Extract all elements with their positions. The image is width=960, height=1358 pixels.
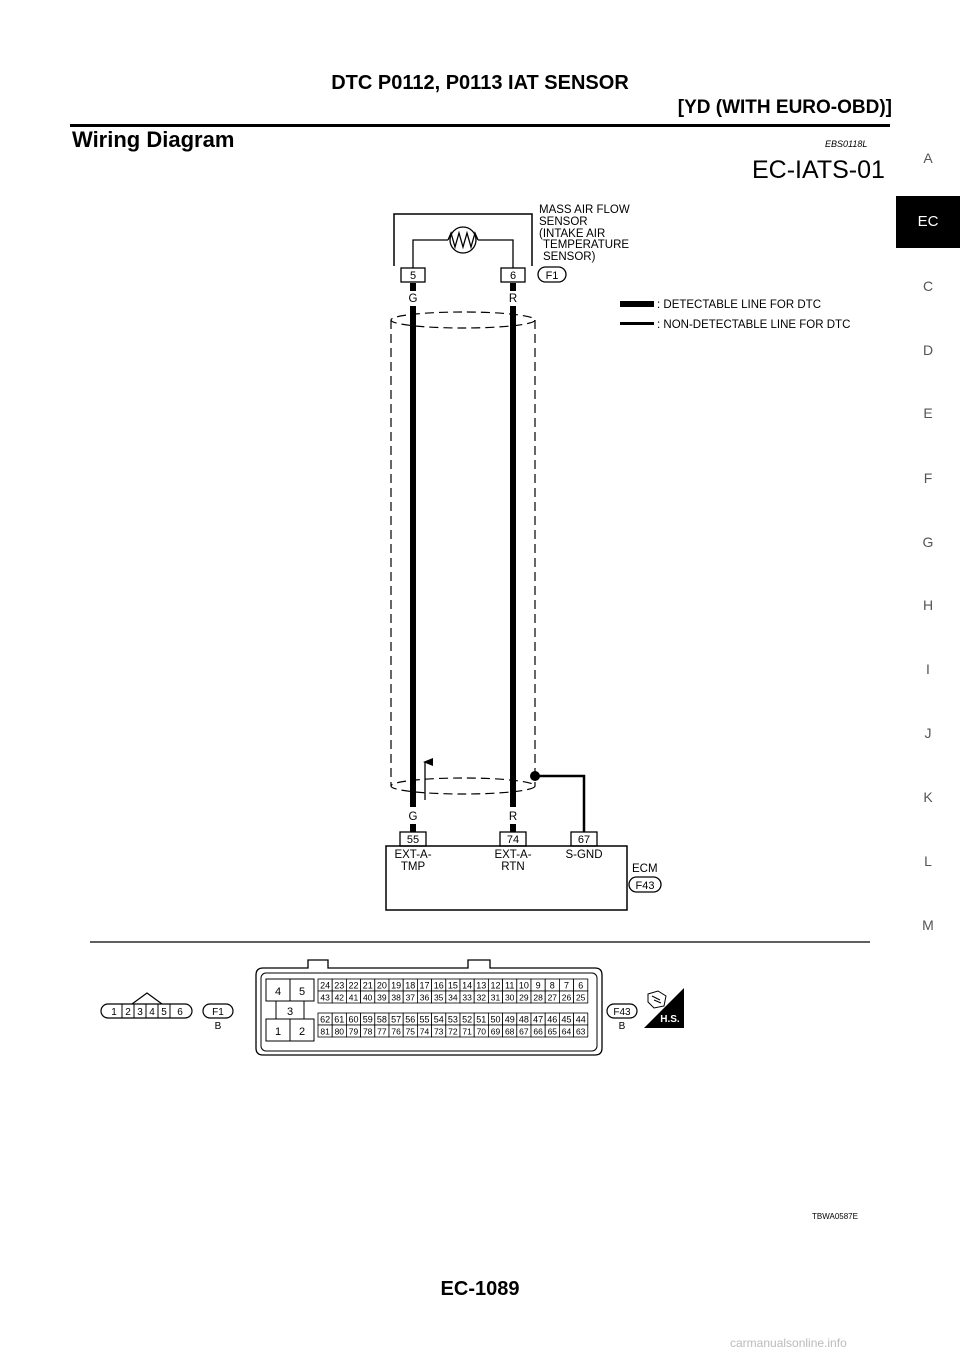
f43-pin-number: 57 — [391, 1014, 402, 1025]
f43-pin-number: 17 — [419, 980, 430, 991]
f43-pin-number: 31 — [490, 992, 501, 1003]
f1-pin-3: 3 — [137, 1007, 143, 1018]
wire-color-top-left: G — [408, 293, 418, 305]
wire-color-bottom-left: G — [408, 811, 418, 823]
f43-pin-number: 22 — [348, 980, 359, 991]
section-title: Wiring Diagram — [72, 127, 235, 152]
f43-pin-number: 56 — [405, 1014, 416, 1025]
f43-pin-number: 75 — [405, 1026, 416, 1037]
side-tab-c[interactable]: C — [922, 278, 934, 294]
legend — [620, 299, 850, 331]
f1-pin-4: 4 — [149, 1007, 155, 1018]
f43-pin-number: 62 — [320, 1014, 331, 1025]
f43-pin-number: 48 — [518, 1014, 529, 1025]
f43-pin-number: 12 — [490, 980, 501, 991]
ecm-pin-55-label-2: TMP — [400, 861, 426, 873]
f1-pin-1: 1 — [111, 1007, 117, 1018]
f43-pin-number: 59 — [362, 1014, 373, 1025]
connector-f43-face — [256, 960, 684, 1055]
ecm-pin-74: 74 — [506, 834, 520, 846]
ecm-pin-74-label-2: RTN — [501, 861, 525, 873]
page-number: EC-1089 — [440, 1278, 520, 1300]
ecm-terminals — [400, 824, 597, 846]
f43-pin-number: 40 — [362, 992, 373, 1003]
f43-pin-number: 70 — [476, 1026, 487, 1037]
ecm-pin-74-label-1: EXT-A- — [494, 849, 532, 861]
sensor-lead-left — [413, 240, 448, 268]
legend-thin-line — [620, 322, 654, 325]
f43-pin-number: 52 — [462, 1014, 473, 1025]
f43-pin-number: 47 — [533, 1014, 544, 1025]
sensor-lead-right — [478, 240, 513, 268]
f43-pin-number: 42 — [334, 992, 345, 1003]
f43-pin-number: 73 — [433, 1026, 444, 1037]
f43-pin-number: 28 — [533, 992, 543, 1003]
f43-pin-number: 64 — [561, 1026, 572, 1037]
f43-pin-number: 78 — [362, 1026, 373, 1037]
f43-small-pin-2: 2 — [298, 1026, 306, 1038]
f43-pin-number: 66 — [533, 1026, 543, 1037]
f43-pin-number: 61 — [334, 1014, 345, 1025]
sensor-label-line-1: MASS AIR FLOW — [539, 204, 630, 216]
f43-pin-number: 81 — [320, 1026, 330, 1037]
f43-pin-number: 30 — [504, 992, 515, 1003]
hs-symbol — [644, 988, 684, 1028]
side-tab-m[interactable]: M — [922, 917, 934, 933]
f43-pin-number: 20 — [376, 980, 387, 991]
f43-pin-number: 44 — [575, 1014, 586, 1025]
sensor-label-line-3: (INTAKE AIR — [539, 228, 606, 240]
f43-color: B — [618, 1021, 626, 1032]
f43-pin-number: 49 — [504, 1014, 515, 1025]
f43-pin-number: 34 — [448, 992, 458, 1003]
ecm-pin-55-label-1: EXT-A- — [394, 849, 432, 861]
side-tab-e[interactable]: E — [923, 405, 933, 421]
shield-line — [391, 312, 584, 832]
f43-pin-number: 6 — [578, 980, 584, 991]
f43-pin-number: 45 — [561, 1014, 572, 1025]
sensor-label-line-5: SENSOR) — [543, 251, 596, 263]
watermark: carmanualsonline.info — [730, 1336, 847, 1350]
f43-pin-number: 14 — [462, 980, 473, 991]
f43-pin-number: 79 — [348, 1026, 359, 1037]
f43-pin-number: 32 — [476, 992, 487, 1003]
f43-pin-number: 18 — [405, 980, 416, 991]
side-tab-f[interactable]: F — [923, 470, 933, 486]
f43-pin-number: 16 — [433, 980, 444, 991]
f1-pin-5: 5 — [161, 1007, 167, 1018]
sensor-pin-5: 5 — [409, 270, 417, 282]
side-tab-ec[interactable]: EC — [896, 196, 960, 248]
f43-pin-number: 58 — [376, 1014, 387, 1025]
ecm-label: ECM — [632, 863, 658, 875]
f1-color: B — [214, 1021, 222, 1032]
f43-pin-number: 63 — [575, 1026, 586, 1037]
sensor-connector-id: F1 — [545, 270, 559, 282]
f43-pin-number: 55 — [419, 1014, 430, 1025]
side-tab-g[interactable]: G — [922, 534, 934, 550]
shield-ground-wire — [535, 776, 584, 832]
f43-pin-number: 50 — [490, 1014, 501, 1025]
f43-pin-number: 72 — [448, 1026, 458, 1037]
f43-pin-number: 9 — [535, 980, 541, 991]
f43-pin-number: 67 — [519, 1026, 529, 1037]
pin-5-terminal — [410, 283, 416, 291]
ecm-pin-67-label: S-GND — [565, 849, 603, 861]
f43-pin-number: 43 — [320, 992, 330, 1003]
wire-color-top-right: R — [508, 293, 518, 305]
f43-pin-number: 25 — [575, 992, 586, 1003]
f43-pin-number: 13 — [476, 980, 487, 991]
ecm-connector-id: F43 — [635, 880, 655, 892]
legend-detectable: : DETECTABLE LINE FOR DTC — [657, 299, 822, 311]
f43-pin-number: 80 — [334, 1026, 345, 1037]
f43-pin-number: 46 — [547, 1014, 558, 1025]
f43-pin-number: 19 — [391, 980, 402, 991]
section-ref-code: EBS0118L — [825, 139, 868, 149]
ecm-pin-55-terminal — [410, 824, 416, 832]
figure-code: TBWA0587E — [812, 1212, 858, 1221]
wire-color-bottom-right: R — [508, 811, 518, 823]
f1-id: F1 — [212, 1007, 224, 1018]
f43-pin-number: 51 — [476, 1014, 487, 1025]
f1-pin-2: 2 — [125, 1007, 131, 1018]
f43-small-pin-3: 3 — [286, 1006, 294, 1018]
page-header-subtitle: [YD (WITH EURO-OBD)] — [677, 97, 892, 118]
f43-pin-number: 27 — [547, 992, 558, 1003]
legend-non-detectable: : NON-DETECTABLE LINE FOR DTC — [657, 319, 851, 331]
f43-pin-number: 65 — [547, 1026, 558, 1037]
sensor-connector — [401, 267, 566, 291]
f43-pin-number: 39 — [377, 992, 387, 1003]
f43-pin-number: 60 — [348, 1014, 359, 1025]
side-tab-d[interactable]: D — [922, 342, 934, 358]
side-tab-h[interactable]: H — [922, 597, 934, 613]
ecm-unit — [386, 846, 661, 910]
f43-pin-number: 26 — [561, 992, 572, 1003]
f43-pin-number: 54 — [433, 1014, 444, 1025]
diagram-id: EC-IATS-01 — [752, 156, 885, 184]
f43-pin-number: 24 — [320, 980, 331, 991]
side-tab-k[interactable]: K — [923, 789, 933, 805]
f43-pin-number: 21 — [362, 980, 373, 991]
f43-pin-number: 29 — [519, 992, 529, 1003]
ecm-pin-55: 55 — [406, 834, 420, 846]
side-tab-j[interactable]: J — [924, 725, 932, 741]
page-header-title: DTC P0112, P0113 IAT SENSOR — [331, 72, 629, 94]
f43-pin-number: 35 — [433, 992, 444, 1003]
f43-small-pin-5: 5 — [298, 986, 306, 998]
f43-pin-number: 36 — [419, 992, 430, 1003]
f43-small-pin-1: 1 — [274, 1026, 282, 1038]
sensor-label-line-2: SENSOR — [539, 216, 588, 228]
side-tab-l[interactable]: L — [924, 853, 932, 869]
f43-pin-number: 33 — [462, 992, 472, 1003]
sensor-pin-6: 6 — [509, 270, 517, 282]
f43-pin-number: 38 — [391, 992, 401, 1003]
f43-pin-number: 69 — [490, 1026, 501, 1037]
f43-pin-number: 53 — [447, 1014, 458, 1025]
f43-pin-number: 71 — [462, 1026, 472, 1037]
f43-id: F43 — [613, 1007, 631, 1018]
connector-f1-face — [101, 993, 233, 1032]
f43-pin-number: 7 — [563, 980, 570, 991]
f43-pin-number: 10 — [518, 980, 529, 991]
f1-pin-6: 6 — [177, 1007, 183, 1018]
pin-6-terminal — [510, 283, 516, 291]
f43-pin-number: 68 — [504, 1026, 515, 1037]
f43-pin-number: 11 — [505, 980, 515, 991]
f43-pin-number: 8 — [549, 980, 555, 991]
legend-thick-line — [620, 301, 654, 307]
f43-pin-number: 15 — [447, 980, 458, 991]
hs-label: H.S. — [660, 1014, 680, 1025]
ecm-pin-74-terminal — [510, 824, 516, 832]
sensor-label-line-4: TEMPERATURE — [543, 239, 630, 251]
ecm-pin-67: 67 — [577, 834, 591, 846]
side-tab-a[interactable]: A — [923, 150, 933, 166]
f43-pin-number: 74 — [419, 1026, 430, 1037]
f43-pin-number: 23 — [334, 980, 345, 991]
f1-latch — [132, 993, 162, 1004]
thermistor-icon — [448, 233, 478, 247]
f43-pin-number: 41 — [348, 992, 359, 1003]
f43-pin-number: 77 — [377, 1026, 387, 1037]
f43-small-pin-4: 4 — [274, 986, 282, 998]
f43-pin-number: 76 — [391, 1026, 401, 1037]
mass-air-flow-sensor — [394, 204, 630, 268]
side-tab-i[interactable]: I — [926, 661, 930, 677]
f43-pin-number: 37 — [405, 992, 416, 1003]
